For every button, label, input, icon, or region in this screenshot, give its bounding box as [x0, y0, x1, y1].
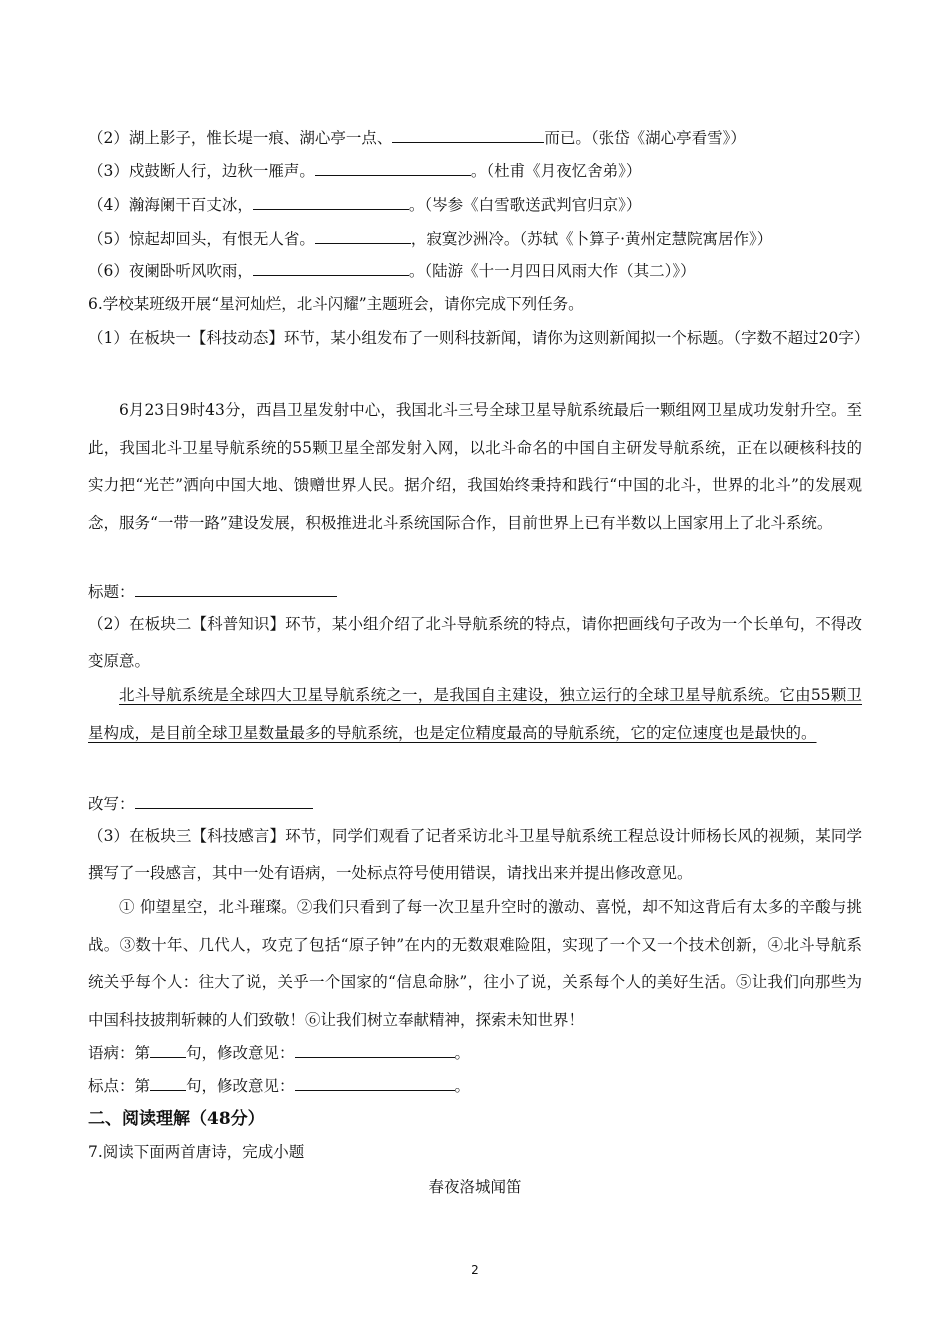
q2-text-after: 而已。（张岱《湖心亭看雪》）: [544, 129, 746, 147]
poem-fill-q3: [88, 160, 641, 182]
grammar-label-a: 语病：第: [88, 1044, 151, 1062]
punct-end-mark: 。: [454, 1077, 471, 1095]
underlined-passage: [88, 677, 862, 752]
q6-intro: 6.学校某班级开展“星河灿烂，北斗闪耀”主题班会，请你完成下列任务。: [88, 295, 584, 313]
title-answer-blank[interactable]: [135, 582, 337, 597]
q5-answer-blank[interactable]: [315, 229, 411, 244]
q6-answer-blank[interactable]: [253, 261, 409, 276]
punct-answer-row: [88, 1075, 470, 1097]
news-passage: 6月23日9时43分，西昌卫星发射中心，我国北斗三号全球卫星导航系统最后一颗组网卫星成功发射升空。至此，我国北斗卫星导航系统的55颗卫星全部发射入网，以北斗命名的中国自主研发导航系统，正在以硬核科技的实力把“光芒”洒向中国大地、馈赠世界人民。据介绍，我国始终秉持和践行“中国的北斗，世界的北斗”的发展观念，服务“一带一路”建设发展，积极推进北斗系统国际合作，目前世界上已有半数以上国家用上了北斗系统。: [88, 401, 862, 532]
punct-label-b: 句，修改意见：: [186, 1077, 295, 1095]
punct-label-a: 标点：第: [88, 1077, 151, 1095]
q6-text-before: （6）夜阑卧听风吹雨，: [88, 262, 253, 280]
poem-fill-q6: [88, 260, 696, 282]
q6-part1-prompt: （1）在板块一【科技动态】环节，某小组发布了一则科技新闻，请你为这则新闻拟一个标题。（字数不超过20字）: [88, 329, 870, 347]
page-number: 2: [471, 1263, 479, 1277]
poem-fill-q5: [88, 228, 772, 250]
q6-part2-prompt: （2）在板块二【科普知识】环节，某小组介绍了北斗导航系统的特点，请你把画线句子改为一个长单句，不得改变原意。: [88, 615, 862, 670]
grammar-sentence-blank[interactable]: [150, 1043, 186, 1058]
punct-sentence-blank[interactable]: [150, 1076, 186, 1091]
q7-prompt: 7.阅读下面两首唐诗，完成小题: [88, 1143, 305, 1161]
punct-fix-blank[interactable]: [295, 1076, 455, 1091]
q3-answer-blank[interactable]: [315, 161, 471, 176]
poem-fill-q2: [88, 127, 746, 149]
title-answer-row: [88, 581, 337, 603]
reflection-passage: ① 仰望星空，北斗璀璨。②我们只看到了每一次卫星升空时的激动、喜悦，却不知这背后有太多的辛酸与挑战。③数十年、几代人，攻克了包括“原子钟”在内的无数艰难险阻，实现了一个又一个技术创新，④北斗导航系统关乎每个人：往大了说，关乎一个国家的“信息命脉”，往小了说，关系每个人的美好生活。⑤让我们向那些为中国科技披荆斩棘的人们致敬！⑥让我们树立奉献精神，探索未知世界！: [88, 898, 862, 1029]
q4-text-before: （4）瀚海阑干百丈冰，: [88, 196, 253, 214]
rewrite-answer-blank[interactable]: [135, 794, 313, 809]
grammar-label-b: 句，修改意见：: [186, 1044, 295, 1062]
rewrite-answer-row: [88, 793, 313, 815]
q5-text-after: ，寂寞沙洲冷。（苏轼《卜算子·黄州定慧院寓居作》）: [410, 230, 773, 248]
q2-answer-blank[interactable]: [392, 128, 544, 143]
q6-text-after: 。（陆游《十一月四日风雨大作（其二）》）: [408, 262, 696, 280]
title-answer-label: 标题：: [88, 583, 135, 601]
grammar-fix-blank[interactable]: [295, 1043, 455, 1058]
q5-text-before: （5）惊起却回头，有恨无人省。: [88, 230, 315, 248]
q2-text-before: （2）湖上影子，惟长堤一痕、湖心亭一点、: [88, 129, 393, 147]
underlined-sentence: 北斗导航系统是全球四大卫星导航系统之一，是我国自主建设，独立运行的全球卫星导航系统。它由55颗卫星构成，是目前全球卫星数量最多的导航系统，也是定位精度最高的导航系统，它的定位速度也是最快的。: [88, 686, 862, 742]
grammar-answer-row: [88, 1042, 470, 1064]
grammar-end-mark: 。: [454, 1044, 471, 1062]
section2-heading: 二、阅读理解（48分）: [88, 1109, 265, 1129]
q4-answer-blank[interactable]: [253, 195, 409, 210]
poem-title: 春夜洛城闻笛: [428, 1178, 522, 1196]
poem-fill-q4: [88, 194, 641, 216]
q6-part3-prompt: （3）在板块三【科技感言】环节，同学们观看了记者采访北斗卫星导航系统工程总设计师杨长风的视频，某同学撰写了一段感言，其中一处有语病，一处标点符号使用错误，请找出来并提出修改意见。: [88, 827, 862, 882]
q3-text-before: （3）戍鼓断人行，边秋一雁声。: [88, 162, 315, 180]
q4-text-after: 。（岑参《白雪歌送武判官归京》）: [408, 196, 642, 214]
q3-text-after: 。（杜甫《月夜忆舍弟》）: [470, 162, 642, 180]
rewrite-answer-label: 改写：: [88, 795, 135, 813]
